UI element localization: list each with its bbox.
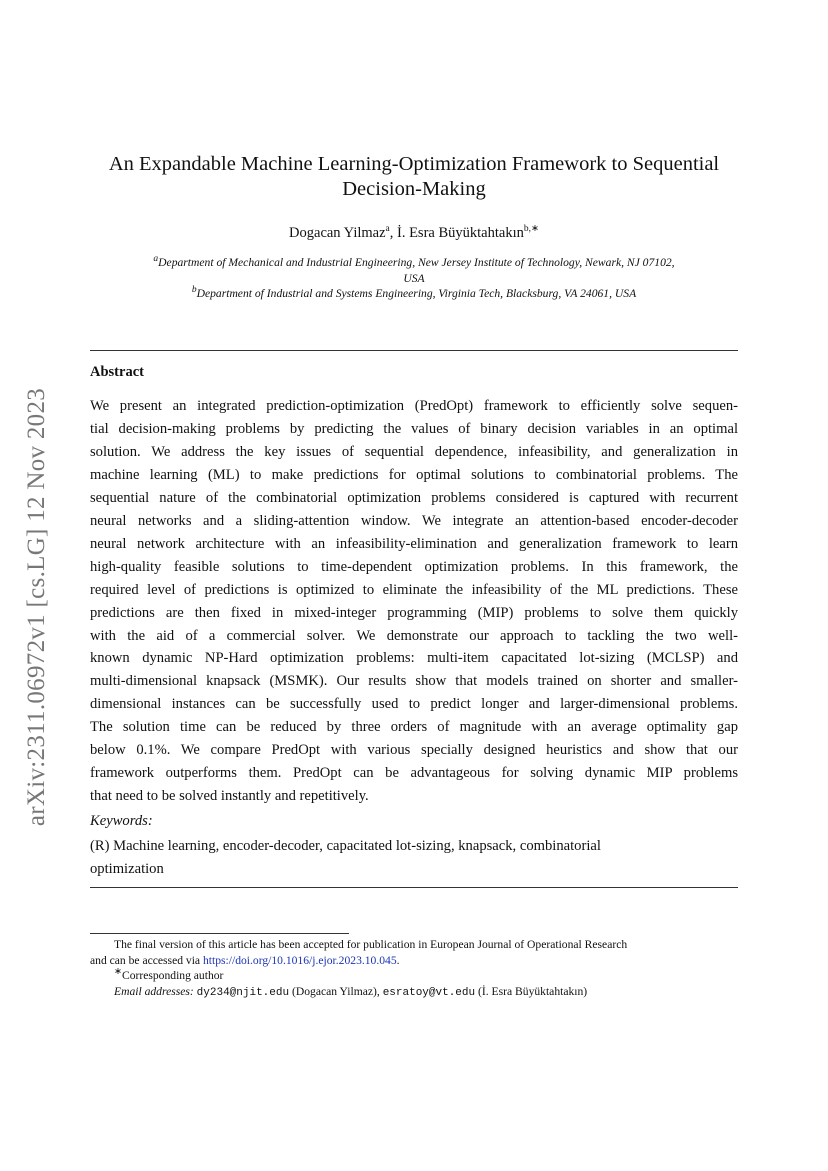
affiliation-a-cont: USA	[403, 271, 425, 285]
footnote-text: Corresponding author	[121, 969, 224, 982]
footnote-text: .	[396, 953, 400, 967]
author-list: Dogacan Yilmaz$^a$, İ. Esra Büyüktahtakın$^{b,∗}$	[289, 224, 539, 241]
title-line-2: Decision-Making	[342, 178, 486, 200]
affiliation-text: Department of Mechanical and Industrial Engineering, New Jersey Institute of Technology, Newark, NJ 07102,	[158, 256, 675, 269]
abstract-line: that need to be solved instantly and repetitively.	[90, 788, 369, 805]
keywords-line: optimization	[90, 860, 164, 877]
abstract-body	[90, 395, 738, 808]
email-owner: (Dogacan Yilmaz),	[292, 984, 380, 998]
affiliation-mark: b	[191, 285, 197, 296]
author-name: İ. Esra Büyüktahtakın	[397, 225, 524, 241]
abstract-line: dimensional instances can be successfully used to predict longer and larger-dimensional problems.	[90, 696, 738, 713]
keywords-label: Keywords:	[90, 813, 153, 829]
email-label: Email addresses:	[114, 984, 194, 998]
footnote-corresponding	[90, 968, 738, 984]
footnote-emails	[90, 984, 738, 1002]
abstract-line: The solution time can be reduced by three orders of magnitude with an average optimality gap	[90, 719, 738, 736]
footnote-publication: The final version of this article has been accepted for publication in European Journal of Operational Research	[114, 938, 628, 951]
abstract-line: We present an integrated prediction-optimization (PredOpt) framework to efficiently solve sequen-	[90, 398, 738, 414]
title-line-1: An Expandable Machine Learning-Optimization Framework to Sequential	[108, 153, 720, 175]
corresponding-mark: ∗	[114, 967, 122, 978]
email-address[interactable]: esratoy@vt.edu	[382, 986, 476, 999]
keywords-text	[90, 835, 738, 880]
abstract-line: high-quality feasible solutions to time-dependent optimization problems. In this framework, the	[90, 558, 738, 575]
author-affiliation-mark: a	[385, 224, 390, 235]
abstract-line: tial decision-making problems by predicting the values of binary decision variables in an optimal	[90, 420, 738, 437]
bottom-rule	[90, 887, 738, 888]
abstract-line: known dynamic NP-Hard optimization problems: multi-item capacitated lot-sizing (MCLSP) and	[90, 650, 738, 667]
abstract-line: machine learning (ML) to make predictions for optimal solutions to combinatorial problems. The	[90, 466, 738, 483]
abstract-line: neural network architecture with an infeasibility-elimination and generalization framework to learn	[90, 535, 738, 552]
paper-title	[90, 152, 738, 202]
abstract-line: solution. We address the key issues of sequential dependence, infeasibility, and generalization in	[90, 443, 738, 460]
affiliation-mark: a	[153, 254, 159, 265]
email-owner: (İ. Esra Büyüktahtakın)	[478, 984, 588, 998]
footnote-text: and can be accessed via	[90, 953, 203, 967]
affiliation-b	[90, 286, 738, 302]
author-name: Dogacan Yilmaz	[289, 225, 386, 241]
abstract-line: required level of predictions is optimized to eliminate the infeasibility of the ML predictions. These	[90, 581, 738, 598]
footnote-rule	[90, 933, 349, 934]
footnote-publication-cont	[90, 953, 738, 969]
email-address[interactable]: dy234@njit.edu	[196, 986, 290, 999]
affiliation-a	[90, 255, 738, 271]
abstract-line: below 0.1%. We compare PredOpt with various specially designed heuristics and show that our	[90, 742, 738, 759]
abstract-line: predictions are then fixed in mixed-integer programming (MIP) problems to solve them quickly	[90, 604, 738, 621]
abstract-line: sequential nature of the combinatorial optimization problems considered is captured with recurrent	[90, 489, 738, 506]
top-rule	[90, 350, 738, 351]
abstract-line: neural networks and a sliding-attention window. We integrate an attention-based encoder-decoder	[90, 512, 738, 529]
affiliation-text: Department of Industrial and Systems Engineering, Virginia Tech, Blacksburg, VA 24061, USA	[196, 287, 637, 300]
abstract-line: with the aid of a commercial solver. We demonstrate our approach to tackling the two well-	[90, 627, 738, 644]
affiliations	[90, 255, 738, 302]
abstract-heading: Abstract	[90, 364, 144, 380]
doi-link[interactable]: https://doi.org/10.1016/j.ejor.2023.10.045	[202, 953, 397, 967]
abstract-line: multi-dimensional knapsack (MSMK). Our results show that models trained on shorter and smaller-	[90, 673, 738, 690]
footnotes	[90, 937, 738, 1001]
arxiv-identifier: arXiv:2311.06972v1 [cs.LG] 12 Nov 2023	[23, 387, 50, 827]
keywords-line: (R) Machine learning, encoder-decoder, capacitated lot-sizing, knapsack, combinatorial	[90, 838, 601, 854]
author-affiliation-mark: b,∗	[523, 224, 539, 235]
abstract-line: framework outperforms them. PredOpt can be advantageous for solving dynamic MIP problems	[90, 765, 738, 782]
